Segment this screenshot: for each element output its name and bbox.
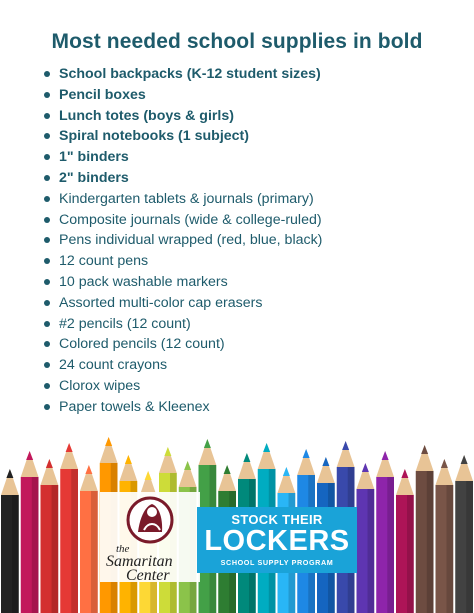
samaritan-center-logo [100, 492, 200, 582]
pencil [436, 459, 454, 613]
pencil [416, 445, 434, 613]
supply-item: Kindergarten tablets & journals (primary) [59, 190, 314, 207]
supply-item: Assorted multi-color cap erasers [59, 294, 263, 311]
logo-text-center: Center [126, 567, 170, 582]
supply-item: Pencil boxes [59, 86, 146, 103]
banner-line-2: LOCKERS [204, 525, 350, 557]
supply-item: 12 count pens [59, 253, 149, 270]
stock-their-lockers-banner [197, 507, 357, 573]
supply-item: 1" binders [59, 149, 129, 166]
banner-line-3: SCHOOL SUPPLY PROGRAM [220, 558, 334, 567]
pencil [376, 451, 394, 613]
supply-item: 24 count crayons [59, 357, 168, 374]
supply-item: Lunch totes (boys & girls) [59, 107, 234, 124]
pencil [396, 469, 414, 613]
pencil [21, 451, 39, 613]
logo-text-the: the [116, 543, 130, 555]
logo-text-samaritan: Samaritan [106, 553, 173, 570]
supply-item: Colored pencils (12 count) [59, 336, 225, 353]
pencil [60, 443, 78, 613]
supply-item: Clorox wipes [59, 378, 141, 394]
supply-item: 10 pack washable markers [59, 274, 228, 290]
supply-item: Spiral notebooks (1 subject) [59, 128, 249, 145]
banner-line-1: STOCK THEIR [231, 512, 323, 527]
supply-item: School backpacks (K-12 student sizes) [59, 66, 321, 82]
pencil [41, 459, 59, 613]
pencil [80, 465, 98, 613]
supply-item: Composite journals (wide & college-ruled) [59, 211, 322, 228]
pencil [1, 469, 19, 613]
page-title: Most needed school supplies in bold [51, 30, 423, 53]
supply-item: #2 pencils (12 count) [59, 315, 191, 332]
pencil [357, 463, 375, 613]
supply-item: Paper towels & Kleenex [59, 398, 210, 415]
pencil [455, 455, 473, 613]
supply-item: 2" binders [59, 170, 129, 186]
supply-item: Pens individual wrapped (red, blue, black) [59, 232, 323, 249]
